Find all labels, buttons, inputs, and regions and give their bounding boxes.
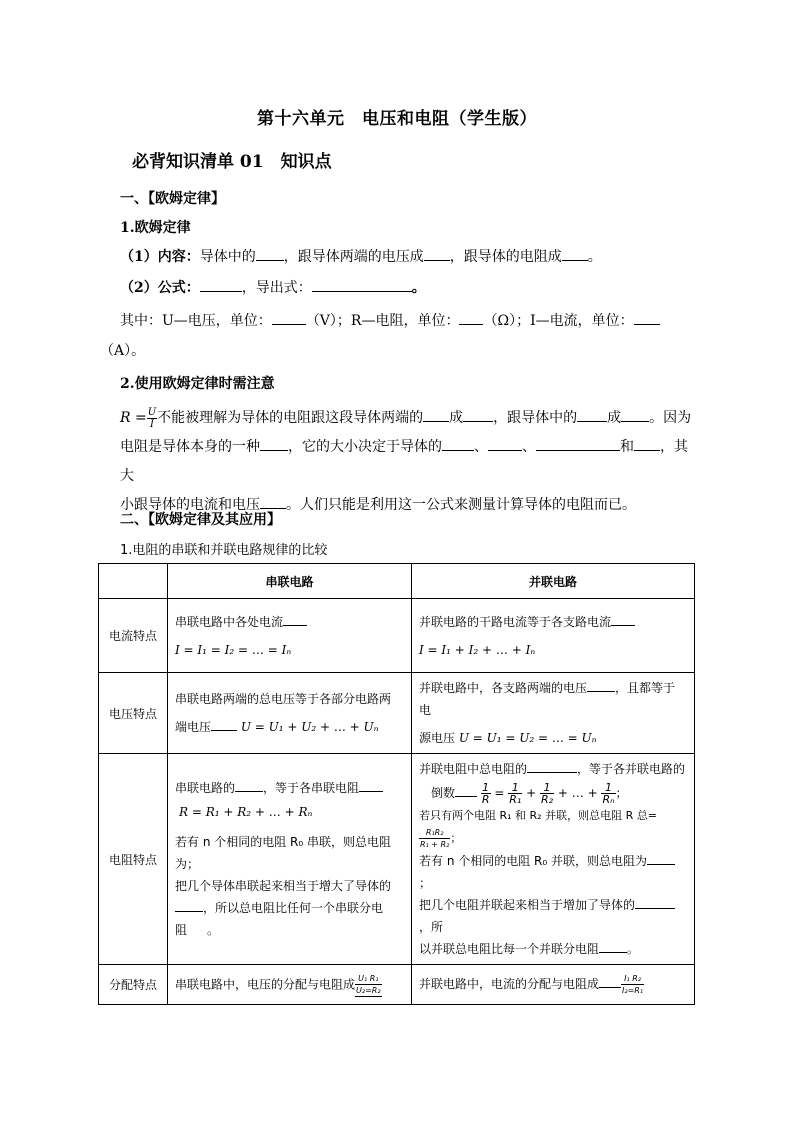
table-row [99,599,695,673]
text: 串联电路两端的总电压等于各部分电路两 [175,692,392,706]
header-parallel: 并联电路 [412,564,695,599]
formula-resistance-series: R = R₁ + R₂ + … + Rₙ [179,805,313,819]
blank[interactable] [536,436,620,451]
fraction-product-over-sum: $\frac{\text{R₁R₂}}{\text{R₁ + R₂}}$ [420,828,450,849]
blank[interactable] [256,246,284,261]
fraction-current-ratio: $\frac{\text{I₁ R₂}}{\text{I₂=R₁}}$ [622,974,644,995]
content-line-3b: （A）。 [100,343,146,359]
text: 。人们只能是利用这一公式来测量计算导体的电阻而已。 [286,497,636,513]
blank[interactable] [463,407,493,422]
blank[interactable] [423,407,449,422]
text: 。 [627,942,640,956]
text: ，且都等于电 [419,681,676,717]
fraction-1-over-r: $\frac{1}{R}$ [481,781,490,806]
blank[interactable] [634,310,660,325]
text: 若有 n 个相同的电阻 R₀ 并联，则总电阻为 [419,854,648,868]
blank[interactable] [599,940,627,953]
header-series: 串联电路 [168,564,412,599]
row-head-current: 电流特点 [99,599,168,673]
text: 并联电路的干路电流等于各支路电流 [419,614,612,629]
text: 源电压 [419,731,456,745]
fraction-voltage-ratio: $\frac{\text{U₁ R₁}}{\text{U₂=R₂}}$ [356,973,381,995]
subsection-1-1: 1.欧姆定律 [120,220,191,236]
text: 并联电路中，各支路两端的电压 [419,681,588,695]
cell-current-series [168,599,412,673]
table-row [99,673,695,754]
document-subtitle: 必背知识清单 01 知识点 [132,152,332,172]
blank[interactable] [260,494,286,509]
blank[interactable] [635,896,675,909]
blank[interactable] [459,310,483,325]
blank[interactable] [424,246,450,261]
text: ，跟导体中的 [493,410,578,426]
text: 并联电路中，电流的分配与电阻成 [419,977,600,991]
blank[interactable] [211,718,237,731]
fraction-1-over-rn: $\frac{1}{\text{Rₙ}}$ [602,781,615,806]
fraction-1-over-r1: $\frac{1}{\text{R₁}}$ [509,781,522,806]
text: ，等于各并联电路的 [577,762,686,776]
text: 导体中的 [199,249,256,265]
formula-current-parallel: I = I₁ + I₂ + … + Iₙ [419,642,536,657]
fraction-u-over-i: $\frac{U}{I}$ [147,406,157,430]
text: 电阻是导体本身的一种 [120,439,260,455]
text: ，等于各串联电阻 [263,781,360,795]
subsection-2-1: 1.电阻的串联和并联电路规律的比较 [120,543,328,558]
section-2-heading: 二、【欧姆定律及其应用】 [120,512,281,528]
blank[interactable] [621,407,649,422]
cell-resistance-parallel: 并联电阻中总电阻的 ，等于各并联电路的 倒数 $\frac{1}{R}$ = $\frac{1}{\text{R₁}}$ + $\frac{1}{\text{R₂}}$ + … + $\frac{1}{\text{Rₙ}}$ ； 若只有两个电阻 R₁ 和 R₂ 并联，则总电阻 R 总= $\frac{\text{R₁R₂}}{\text{R₁ + R₂}}$ ； 若有 n 个相同的电阻 R₀ 并联，则总电阻为； 把几个电阻并联起来相当于增加了导体的，所 以并联总电阻比每一个并联分电阻 。 [412,754,695,965]
text: 其中：U—电压，单位： [120,313,272,329]
cell-voltage-parallel [412,673,695,754]
cell-distribution-parallel [412,965,695,1005]
text: 成 [449,410,464,426]
blank[interactable] [562,246,588,261]
content-line-3 [120,310,660,330]
text: ，导出式： [241,280,312,296]
text: ，跟导体两端的电压成 [283,249,424,265]
text: 。 [587,249,602,265]
table-header-row [99,564,695,599]
row-head-resistance: 电阻特点 [99,754,168,965]
text: （V）；R—电阻，单位： [305,313,460,329]
text: 。 [411,280,426,296]
text: 不能被理解为导体的电阻跟这段导体两端的 [157,410,424,426]
text: 把几个电阻并联起来相当于增加了导体的 [419,898,636,912]
blank[interactable] [272,310,306,325]
blank[interactable] [200,277,242,292]
text: 把几个导体串联起来相当于增大了导体的 [175,879,392,893]
text: 、 [522,439,536,455]
fraction-1-over-r2: $\frac{1}{\text{R₂}}$ [541,781,554,806]
text: ，其大 [120,439,688,484]
formula-r: R = [120,410,147,426]
blank[interactable] [587,679,615,692]
cell-current-parallel [412,599,695,673]
cell-resistance-series [168,754,412,965]
blank[interactable] [599,975,621,988]
comparison-table [98,563,695,1005]
text: ，它的大小决定于导体的 [288,439,442,455]
text: 端电压 [175,720,212,734]
text: ，所以总电阻比任何一个串联分电 [203,901,384,915]
reciprocal-formula-row: 倒数 $\frac{1}{R}$ = $\frac{1}{\text{R₁}}$ + $\frac{1}{\text{R₂}}$ + … + $\frac{1}{\text{Rₙ}}$ ； [431,781,628,806]
formula-label: （2）公式： [120,280,200,296]
blank[interactable] [359,779,383,792]
row-head-distribution: 分配特点 [99,965,168,1005]
blank[interactable] [577,407,607,422]
text: 串联电路中，电压的分配与电阻成 [175,977,356,991]
text: 若有 n 个相同的电阻 R₀ 串联，则总电阻为； [175,835,392,871]
cell-voltage-series [168,673,412,754]
formula-voltage-series: U = U₁ + U₂ + … + Uₙ [240,720,379,734]
text: 。因为 [649,410,692,426]
content-line-1 [120,246,602,266]
text: 串联电路的 [175,781,236,795]
text: 倒数 [431,786,456,800]
text: 串联电路中各处电流 [175,614,284,629]
table-row [99,754,695,965]
document-title: 第十六单元 电压和电阻（学生版） [257,109,537,129]
blank[interactable] [634,436,660,451]
blank[interactable] [647,852,675,865]
text: 阻 [175,923,188,937]
subsection-1-2: 2.使用欧姆定律时需注意 [120,376,275,392]
blank[interactable] [283,613,307,626]
blank[interactable] [488,436,522,451]
two-resistor-line: 若只有两个电阻 R₁ 和 R₂ 并联，则总电阻 R 总= $\frac{\text{R₁R₂}}{\text{R₁ + R₂}}$ ； [419,809,657,849]
table-row [99,965,695,1005]
text: （Ω）；I—电流，单位： [483,313,634,329]
text: ，所 [419,920,444,934]
text: 并联电阻中总电阻的 [419,762,528,776]
blank[interactable] [187,922,207,934]
content-label: （1）内容： [120,249,200,265]
formula-current-series: I = I₁ = I₂ = … = Iₙ [175,642,292,657]
note-paragraph [120,404,698,520]
text: 和 [620,439,634,455]
cell-distribution-series [168,965,412,1005]
formula-voltage-parallel: U = U₁ = U₂ = … = Uₙ [458,731,597,745]
text: 成 [607,410,622,426]
blank[interactable] [611,613,635,626]
text: 小跟导体的电流和电压 [120,497,260,513]
row-head-voltage: 电压特点 [99,673,168,754]
blank[interactable] [442,436,474,451]
blank[interactable] [455,784,477,797]
section-1-heading: 一、【欧姆定律】 [120,191,225,207]
header-empty [99,564,168,599]
text: 、 [474,439,488,455]
blank[interactable] [235,779,263,792]
text: 以并联总电阻比每一个并联分电阻 [419,942,600,956]
text: 若只有两个电阻 R₁ 和 R₂ 并联，则总电阻 R 总= [419,809,657,822]
text: 。 [207,923,220,937]
blank[interactable] [260,436,288,451]
blank[interactable] [312,277,412,292]
text: ，跟导体的电阻成 [449,249,562,265]
content-line-2 [120,277,426,297]
blank[interactable] [175,899,203,912]
blank[interactable] [527,760,577,773]
